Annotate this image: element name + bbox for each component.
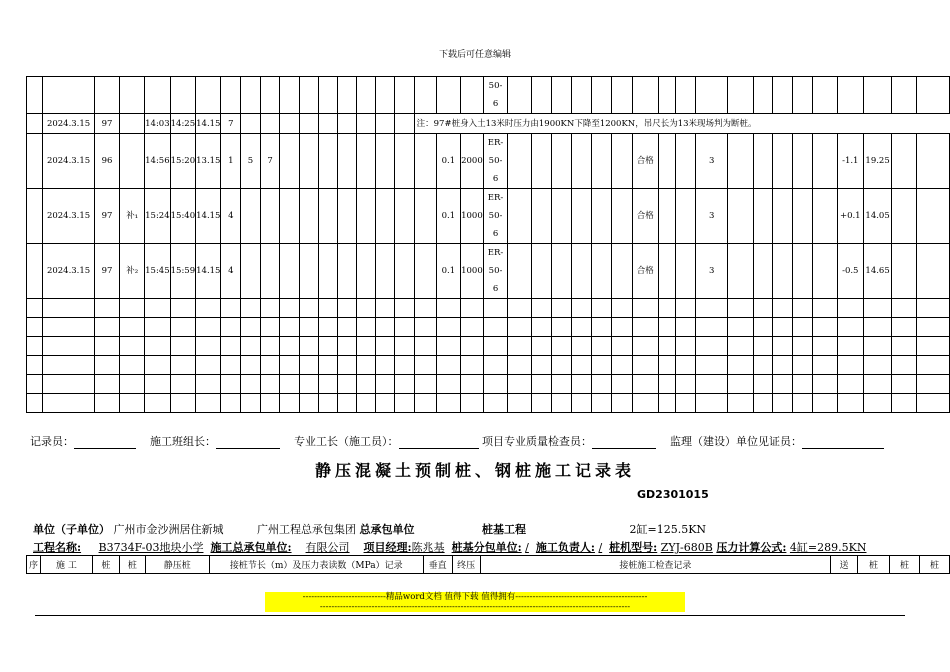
header-note: 下载后可任意编辑	[438, 50, 511, 60]
table-row	[27, 394, 950, 413]
form-code: GD2301015	[637, 488, 709, 501]
table-row	[27, 318, 950, 337]
table-row: 2024.3.15 96 14:56 15:20 13.15 1 5 7 0.1 2000 ER- 50- 6 合格 3 -1.1 19.25	[27, 134, 950, 189]
pile-record-table	[26, 76, 950, 413]
table-row	[27, 337, 950, 356]
footer-banner: -----------------------------精品word文档 值得下载 值得拥有---------------------------------------------- ------------------------------------------------------------------------------------------------------------	[265, 592, 685, 612]
signature-line: 记录员： 施工班组长： 专业工长（施工员）： 项目专业质量检查员： 监理（建设）单位见证员：	[30, 433, 884, 449]
project-info: 工程名称: B3734F-03地块小学 施工总承包单位: 有限公司 项目经理:陈兆基 桩基分包单位: / 施工负责人: / 桩机型号: ZYJ-680B 压力计算公式: 4缸=289.5KN	[33, 541, 867, 554]
table-row: 2024.3.15 97 14:03 14:25 14.15 7 注：97#桩身入土13米时压力由1900KN下降至1200KN，吊尺长为13米现场判为断桩。	[27, 114, 950, 134]
table-row: 2024.3.15 97 补₁ 15:24 15:40 14.15 4 0.1 1000 ER- 50- 6 合格 3 +0.1 14.05	[27, 189, 950, 244]
cell-pile: 97	[94, 114, 120, 134]
table-row	[27, 356, 950, 375]
table-row	[27, 77, 950, 114]
pile-note: 注：97#桩身入土13米时压力由1900KN下降至1200KN，吊尺长为13米现场判为断桩。	[414, 114, 949, 134]
table-row: 2024.3.15 97 补₂ 15:45 15:59 14.15 4 0.1 1000 ER- 50- 6 合格 3 -0.5 14.65	[27, 244, 950, 299]
table-row	[27, 299, 950, 318]
page-title: 静压混凝土预制桩、钢桩施工记录表	[314, 461, 635, 480]
header-row-table	[26, 555, 950, 574]
table-row	[27, 375, 950, 394]
unit-info: 单位（子单位） 广州市金沙洲居住新城 广州工程总承包集团 总承包单位 桩基工程 2缸=125.5KN	[33, 523, 707, 536]
er-fragment: 50- 6	[483, 77, 508, 114]
divider	[35, 615, 905, 616]
cell-result: 合格	[632, 134, 659, 189]
cell-date: 2024.3.15	[43, 114, 94, 134]
table-header: 序 施 工 桩 桩 静压桩 接桩节长（m）及压力表读数（MPa）记录 垂直 终压 接桩施工检查记录 送 桩 桩 桩	[27, 556, 950, 574]
